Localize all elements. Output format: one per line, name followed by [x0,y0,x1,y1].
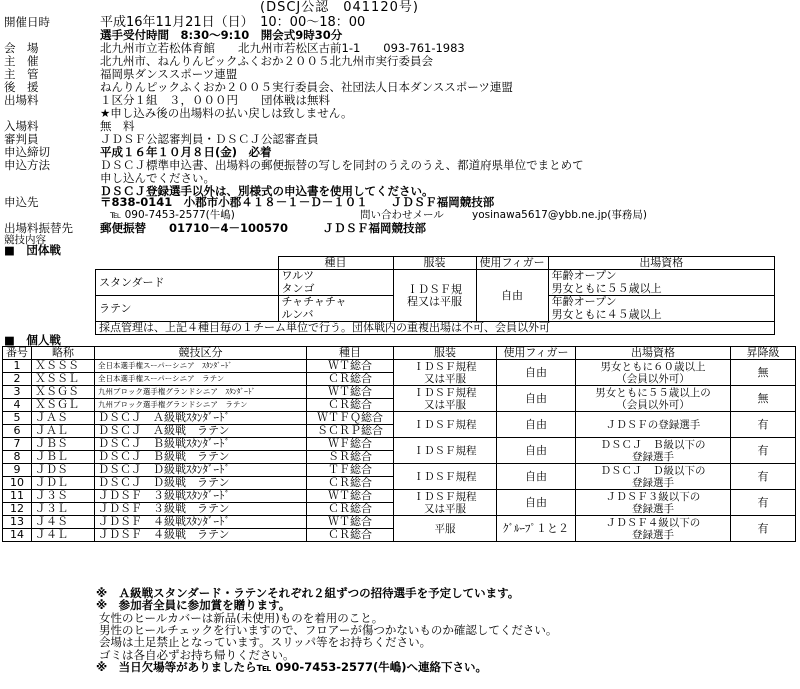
indiv-header-div: 競技区分 [95,347,307,360]
row-abbr: ＪＢＳ [32,438,95,451]
row-number: 12 [3,503,32,516]
row-dress: ＩＤＳＦ規程 [394,464,497,490]
info-value: ＤＳＣＪ登録選手以外は、別様式の申込書を使用してください。 [100,184,434,198]
row-division: ＤＳＣＪ Ａ級戦 ラテン [95,425,307,438]
doc-subtitle: (DSCJ公認 041120号) [260,0,419,15]
row-abbr: ＸＳＧＬ [32,399,95,412]
row-number: 9 [3,464,32,477]
row-division: 九州ブロック選手権グランドシニア ラテン [95,399,307,412]
row-number: 2 [3,373,32,386]
row-division: ＪＤＳＦ ３級戦ｽﾀﾝﾀﾞｰﾄﾞ [95,490,307,503]
row-number: 10 [3,477,32,490]
team-qual: 年齢オープン [548,296,774,309]
row-number: 14 [3,529,32,542]
row-qualification: ＪＤＳＦの登録選手 [576,412,731,438]
row-division: ＤＳＣＪ Ｄ級戦 ラテン [95,477,307,490]
row-dress: ＩＤＳＦ規程 又は平服 [394,360,497,386]
row-event: ＷＴ総合 [307,360,394,373]
table-row [3,490,796,503]
indiv-header-no: 番号 [3,347,32,360]
row-dress: ＩＤＳＦ規程 又は平服 [394,490,497,516]
indiv-header-abbr: 略称 [32,347,95,360]
row-abbr: ＪＤＬ [32,477,95,490]
row-number: 8 [3,451,32,464]
info-value: 無 料 [100,119,135,133]
row-qualification: ＪＤＳＦ４級以下の 登録選手 [576,516,731,542]
row-division: ＤＳＣＪ Ａ級戦ｽﾀﾝﾀﾞｰﾄﾞ [95,412,307,425]
info-label: 出場料 [4,93,39,107]
row-figure: 自由 [497,386,576,412]
row-division: ＤＳＣＪ Ｂ級戦 ラテン [95,451,307,464]
info-label: 後 援 [4,80,39,94]
info-label: 主 催 [4,54,39,68]
row-number: 11 [3,490,32,503]
row-grade: 有 [731,438,796,464]
row-division: ＤＳＣＪ Ｂ級戦ｽﾀﾝﾀﾞｰﾄﾞ [95,438,307,451]
team-dance: ワルツ [278,270,393,283]
team-heading: ■ 団体戦 [4,243,61,257]
row-abbr: ＪＡＬ [32,425,95,438]
row-qualification: ＤＳＣＪ Ｂ級以下の 登録選手 [576,438,731,464]
team-qual: 男女ともに４５歳以上 [548,309,774,322]
info-label: 申込締切 [4,145,50,159]
info-value: 北九州市立若松体育館 北九州市若松区古前1-1 093-761-1983 [100,41,465,55]
info-label: 主 管 [4,67,39,81]
row-event: ＷＴＦＱ総合 [307,412,394,425]
row-grade: 有 [731,412,796,438]
row-number: 7 [3,438,32,451]
row-figure: 自由 [497,360,576,386]
event-label: 競技内容 [4,234,46,246]
table-row [3,438,796,451]
info-value: 申し込んでください。 [100,171,215,185]
transfer-value: 郵便振替 01710－4－100570 ＪＤＳＦ福岡競技部 [100,221,427,235]
row-figure: ｸﾞﾙｰﾌﾟ１と２ [497,516,576,542]
team-dance: ルンバ [278,309,393,322]
row-event: ＳＣＲＰ総合 [307,425,394,438]
apply-tel: ℡ 090-7453-2577(牛嶋) [110,209,235,221]
row-figure: 自由 [497,438,576,464]
row-division: 九州ブロック選手権グランドシニア ｽﾀﾝﾀﾞｰﾄﾞ [95,386,307,399]
row-qualification: 男女ともに５５歳以上の （会員以外可） [576,386,731,412]
note-line: ゴミは各自必ずお持ち帰りください。 [99,647,295,662]
row-event: ＣＲ総合 [307,503,394,516]
note-line: ※ 参加者全員に参加賞を贈ります。 [96,598,291,613]
row-qualification: ＤＳＣＪ Ｄ級以下の 登録選手 [576,464,731,490]
info-label: 審判員 [4,132,39,146]
transfer-label: 出場料振替先 [4,221,73,235]
note-line: ※ Ａ級戦スタンダード・ラテンそれぞれ２組ずつの招待選手を予定しています。 [96,586,520,600]
row-figure: 自由 [497,464,576,490]
indiv-header-grade: 昇降級 [731,347,796,360]
row-division: ＤＳＣＪ Ｄ級戦ｽﾀﾝﾀﾞｰﾄﾞ [95,464,307,477]
indiv-table [2,346,796,542]
row-qualification: 男女ともに６０歳以上 （会員以外可） [576,360,731,386]
row-abbr: Ｊ４Ｓ [32,516,95,529]
info-label: 申込方法 [4,158,50,172]
row-division: 全日本選手権スーパーシニア ｽﾀﾝﾀﾞｰﾄﾞ [95,360,307,373]
row-number: 3 [3,386,32,399]
row-number: 1 [3,360,32,373]
info-value: ★申し込み後の出場料の払い戻しは致しません。 [100,106,353,120]
indiv-header-figure: 使用フィガー [497,347,576,360]
indiv-header-dress: 服装 [394,347,497,360]
row-division: ＪＤＳＦ ４級戦ｽﾀﾝﾀﾞｰﾄﾞ [95,516,307,529]
team-dress: ＩＤＳＦ規 程又は平服 [393,270,476,322]
info-value: 北九州市、ねんりんピックふくおか２００５北九州市実行委員会 [100,54,434,68]
team-dance: タンゴ [278,283,393,296]
row-event: ＣＲ総合 [307,399,394,412]
row-dress: ＩＤＳＦ規程 又は平服 [394,386,497,412]
row-abbr: Ｊ４Ｌ [32,529,95,542]
info-value: 平成16年11月21日（日） 10：00〜18：00 [100,15,366,30]
team-qual: 年齢オープン [548,270,774,283]
info-value: 福岡県ダンススポーツ連盟 [100,67,238,81]
note-line: 女性のヒールカバーは新品(未使用)ものを着用のこと。 [99,610,384,625]
table-row [3,386,796,399]
apply-mail: yosinawa5617@ybb.ne.jp(事務局) [472,209,647,221]
row-event: ＳＲ総合 [307,451,394,464]
indiv-heading: ■ 個人戦 [4,333,61,347]
row-grade: 無 [731,386,796,412]
apply-row [0,196,800,209]
row-abbr: Ｊ３Ｌ [32,503,95,516]
row-division: ＪＤＳＦ ３級戦 ラテン [95,503,307,516]
row-number: 4 [3,399,32,412]
team-figure: 自由 [476,270,548,322]
info-label: 会 場 [4,41,39,55]
row-grade: 有 [731,490,796,516]
team-header-event: 種目 [278,257,393,270]
table-row [3,464,796,477]
row-event: ＣＲ総合 [307,529,394,542]
row-division: 全日本選手権スーパーシニア ラテン [95,373,307,386]
table-row [3,516,796,529]
info-value: 選手受付時間 8:30〜9:10 開会式9時30分 [100,28,343,42]
row-grade: 有 [731,464,796,490]
team-qual: 男女ともに５５歳以上 [548,283,774,296]
indiv-header-qual: 出場資格 [576,347,731,360]
row-event: ＷＴ総合 [307,386,394,399]
info-value: ＪＤＳＦ公認審判員・ＤＳＣＪ公認審査員 [100,132,319,146]
row-abbr: ＸＳＳＬ [32,373,95,386]
team-table [95,256,775,335]
event-label-row [0,234,800,247]
row-dress: 平服 [394,516,497,542]
team-dance: チャチャチャ [278,296,393,309]
row-grade: 有 [731,516,796,542]
note-line: ※ 当日欠場等がありましたら℡ 090-7453-2577(牛嶋)へ連絡下さい。 [96,659,487,674]
note-line: 男性のヒールチェックを行いますので、フロアーが傷つかないものか確認してください。 [99,622,558,637]
row-abbr: ＸＳＳＳ [32,360,95,373]
row-event: ＷＦ総合 [307,438,394,451]
row-division: ＪＤＳＦ ４級戦 ラテン [95,529,307,542]
row-figure: 自由 [497,412,576,438]
row-dress: ＩＤＳＦ規程 [394,412,497,438]
row-abbr: ＸＳＧＳ [32,386,95,399]
note-line: 会場は土足禁止となっています。スリッパ等をお持ちください。 [99,635,432,650]
row-abbr: ＪＡＳ [32,412,95,425]
apply-mail-label: 問い合わせメール [360,209,444,221]
team-group-latin: ラテン [96,296,279,322]
row-abbr: Ｊ３Ｓ [32,490,95,503]
row-number: 6 [3,425,32,438]
info-value: 平成１６年１０月８日(金) 必着 [100,145,272,159]
team-header-figure: 使用フィガー [476,257,548,270]
row-abbr: ＪＤＳ [32,464,95,477]
team-note: 採点管理は、上記４種目毎の１チーム単位で行う。団体戦内の重複出場は不可、会員以外可 [96,322,775,335]
row-number: 13 [3,516,32,529]
row-abbr: ＪＢＬ [32,451,95,464]
row-qualification: ＪＤＳＦ３級以下の 登録選手 [576,490,731,516]
row-event: ＴＦ総合 [307,464,394,477]
table-row [3,360,796,373]
info-value: ねんりんピックふくおか２００５実行委員会、社団法人日本ダンススポーツ連盟 [100,80,513,94]
apply-address: 〒838-0141 小郡市小郡４１８－１－Ｄ－１０１ ＪＤＳＦ福岡競技部 [100,195,495,209]
info-label: 入場料 [4,119,39,133]
team-header-qual: 出場資格 [548,257,774,270]
info-value: １区分１組 ３，０００円 団体戦は無料 [100,93,330,107]
row-grade: 無 [731,360,796,386]
row-event: ＣＲ総合 [307,477,394,490]
row-event: ＷＴ総合 [307,516,394,529]
team-group-standard: スタンダード [96,270,279,296]
indiv-header-event: 種目 [307,347,394,360]
table-row [3,412,796,425]
row-event: ＷＴ総合 [307,490,394,503]
row-event: ＣＲ総合 [307,373,394,386]
row-number: 5 [3,412,32,425]
row-dress: ＩＤＳＦ規程 [394,438,497,464]
info-value: ＤＳＣＪ標準申込書、出場料の郵便振替の写しを同封のうえのうえ、都道府県単位でまとめて [100,158,584,172]
row-figure: 自由 [497,490,576,516]
info-label: 開催日時 [4,15,50,29]
team-header-dress: 服装 [393,257,476,270]
apply-label: 申込先 [4,195,39,209]
